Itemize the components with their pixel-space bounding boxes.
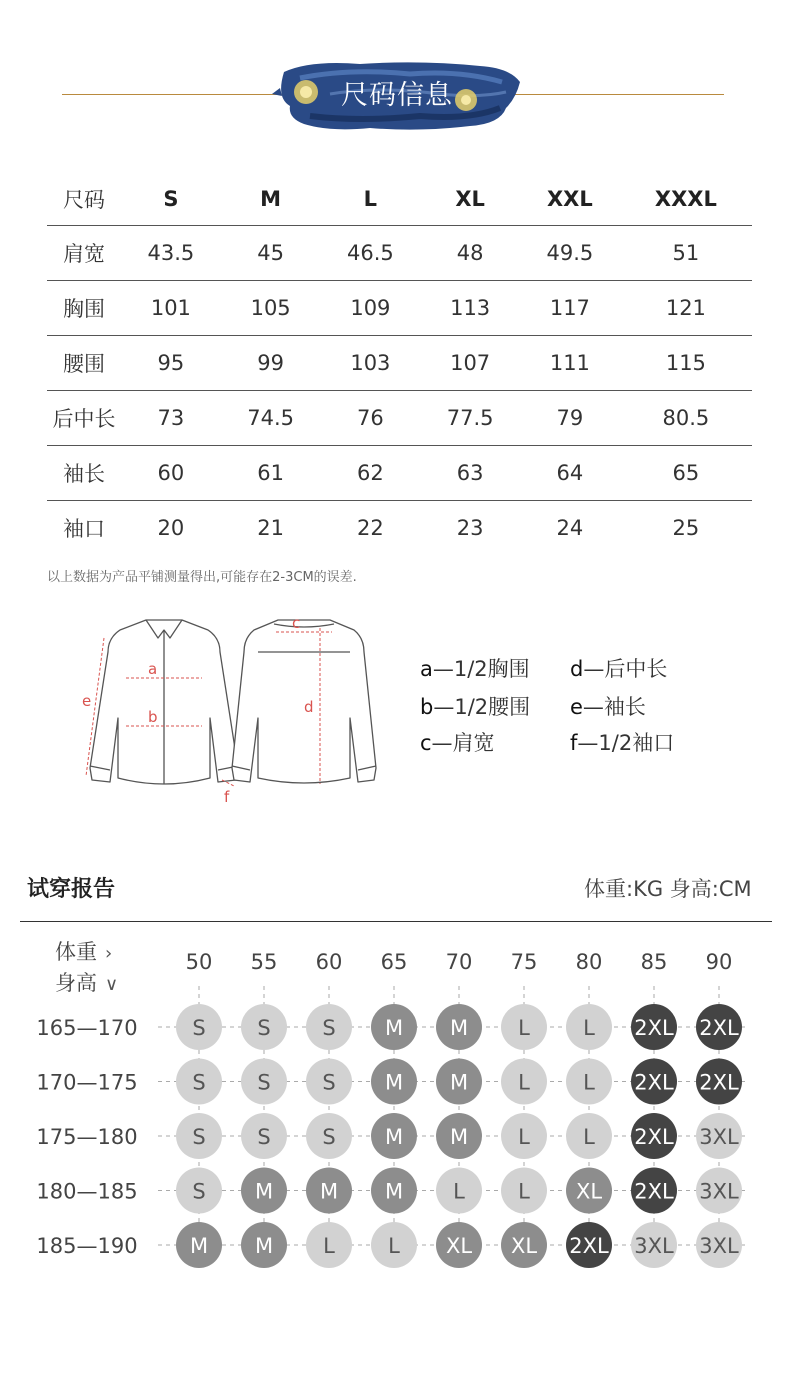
legend-key: e — [570, 695, 583, 719]
size-recommendation-label: M — [384, 1016, 404, 1040]
size-table — [47, 172, 752, 555]
legend-text: —1/2袖口 — [577, 731, 675, 755]
legend-item — [570, 653, 667, 683]
table-cell: 79 — [556, 406, 584, 430]
size-recommendation-label: 2XL — [634, 1016, 674, 1040]
size-recommendation-label: S — [257, 1125, 271, 1149]
table-cell: 111 — [549, 351, 590, 375]
size-recommendation-label: L — [518, 1070, 530, 1095]
legend-key: a — [420, 657, 433, 681]
size-recommendation-label: S — [192, 1016, 206, 1040]
diagram-mark-e: e — [82, 692, 92, 710]
legend-key: b — [420, 695, 434, 719]
size-recommendation-label: L — [518, 1179, 530, 1204]
size-recommendation-label: S — [257, 1016, 271, 1040]
table-cell: 48 — [456, 241, 484, 265]
size-header-cell: XXL — [546, 186, 593, 211]
legend-item — [570, 691, 646, 721]
size-recommendation-label: S — [192, 1125, 206, 1149]
size-recommendation-label: M — [384, 1070, 404, 1095]
size-recommendation-label: L — [388, 1234, 400, 1258]
table-cell: 22 — [357, 516, 384, 540]
size-table-header-row — [47, 172, 752, 226]
table-cell: 60 — [157, 461, 185, 485]
diagram-mark-c: c — [292, 614, 301, 632]
size-recommendation-label: 2XL — [569, 1234, 609, 1258]
trial-report-title: 试穿报告 — [27, 877, 116, 902]
legend-text: —后中长 — [583, 657, 668, 681]
diagram-mark-d: d — [304, 698, 314, 716]
weight-header: 85 — [640, 950, 668, 974]
legend-key: d — [570, 657, 584, 681]
page-title: 尺码信息 — [341, 80, 453, 111]
size-recommendation-label: S — [322, 1016, 336, 1040]
weight-header: 60 — [315, 950, 343, 974]
table-cell: 23 — [456, 516, 484, 540]
legend-key: c — [420, 731, 432, 755]
table-cell: 62 — [357, 461, 384, 485]
table-cell: 25 — [672, 516, 700, 540]
table-cell: 65 — [672, 461, 700, 485]
chevron-right-icon: › — [105, 943, 113, 964]
size-recommendation-label: 3XL — [699, 1125, 739, 1149]
size-recommendation-label: XL — [445, 1234, 473, 1258]
legend-item — [420, 653, 530, 683]
height-label-text: 身高 — [55, 971, 97, 995]
row-label: 腰围 — [63, 352, 105, 376]
table-cell: 73 — [157, 406, 185, 430]
table-row — [47, 336, 752, 391]
table-cell: 95 — [157, 351, 185, 375]
size-recommendation-label: XL — [510, 1234, 538, 1258]
size-recommendation-label: L — [453, 1179, 465, 1204]
table-cell: 51 — [672, 241, 700, 265]
legend-item — [570, 727, 674, 757]
size-recommendation-label: S — [322, 1070, 336, 1095]
shirt-measurement-diagram — [74, 608, 394, 808]
table-cell: 63 — [456, 461, 484, 485]
size-recommendation-label: L — [583, 1070, 595, 1095]
size-header-cell: XL — [455, 186, 485, 211]
size-recommendation-label: S — [192, 1070, 206, 1095]
table-cell: 76 — [357, 406, 384, 430]
size-recommendation-label: M — [384, 1179, 404, 1204]
size-header-cell: M — [260, 186, 282, 211]
table-cell: 61 — [257, 461, 284, 485]
legend-text: —肩宽 — [431, 731, 495, 755]
height-row-label: 175—180 — [36, 1125, 138, 1149]
table-cell: 43.5 — [147, 241, 195, 265]
size-header-cell: L — [363, 186, 378, 211]
diagram-mark-a: a — [148, 660, 158, 678]
size-recommendation-label: L — [583, 1125, 595, 1149]
table-cell: 74.5 — [247, 406, 294, 430]
height-row-label: 165—170 — [36, 1016, 138, 1040]
trial-units: 体重:KG 身高:CM — [584, 877, 752, 901]
weight-header: 70 — [445, 950, 473, 974]
table-cell: 20 — [157, 516, 185, 540]
row-label: 胸围 — [63, 297, 105, 321]
legend-text: —1/2腰围 — [433, 695, 531, 719]
size-recommendation-label: S — [192, 1179, 206, 1204]
size-header-cell: S — [163, 186, 179, 211]
table-cell: 115 — [665, 351, 706, 375]
table-cell: 64 — [556, 461, 584, 485]
table-cell: 49.5 — [546, 241, 594, 265]
weight-header: 65 — [380, 950, 408, 974]
size-table-header-label: 尺码 — [63, 187, 105, 212]
size-recommendation-label: 2XL — [634, 1070, 674, 1095]
size-recommendation-label: L — [518, 1016, 530, 1040]
row-label: 袖口 — [63, 517, 105, 541]
table-cell: 117 — [549, 296, 590, 320]
table-cell: 121 — [665, 296, 706, 320]
table-cell: 46.5 — [346, 241, 394, 265]
size-recommendation-label: M — [189, 1234, 209, 1258]
size-recommendation-label: 2XL — [699, 1016, 739, 1040]
size-recommendation-label: 3XL — [699, 1234, 739, 1258]
table-row — [47, 226, 752, 281]
table-cell: 107 — [450, 351, 491, 375]
size-recommendation-label: 2XL — [699, 1070, 739, 1095]
size-recommendation-label: L — [518, 1125, 530, 1149]
row-label: 后中长 — [52, 407, 116, 431]
size-recommendation-label: M — [449, 1070, 469, 1095]
size-recommendation-label: 3XL — [699, 1179, 739, 1204]
size-recommendation-label: 2XL — [634, 1125, 674, 1149]
size-recommendation-label: M — [449, 1016, 469, 1040]
table-row — [47, 446, 752, 501]
size-recommendation-label: 2XL — [634, 1179, 674, 1204]
table-cell: 109 — [350, 296, 391, 320]
chevron-down-icon: ∨ — [105, 974, 119, 995]
header-divider-left — [62, 94, 284, 95]
table-cell: 24 — [556, 516, 584, 540]
size-recommendation-label: S — [322, 1125, 336, 1149]
trial-divider — [20, 921, 772, 922]
table-cell: 101 — [150, 296, 191, 320]
size-recommendation-label: M — [384, 1125, 404, 1149]
size-recommendation-label: 3XL — [634, 1234, 674, 1258]
row-label: 肩宽 — [63, 242, 105, 266]
diagram-mark-f: f — [224, 788, 230, 806]
height-row-label: 185—190 — [36, 1234, 138, 1258]
table-cell: 103 — [350, 351, 391, 375]
size-recommendation-label: L — [323, 1234, 335, 1258]
table-cell: 99 — [257, 351, 284, 375]
size-recommendation-label: S — [257, 1070, 271, 1095]
legend-text: —袖长 — [582, 695, 646, 719]
table-cell: 113 — [450, 296, 491, 320]
size-header-cell: XXXL — [654, 186, 717, 211]
table-row — [47, 501, 752, 556]
legend-text: —1/2胸围 — [432, 657, 530, 681]
height-row-label: 170—175 — [36, 1070, 138, 1095]
weight-header: 80 — [575, 950, 603, 974]
legend-item — [420, 727, 495, 757]
size-recommendation-label: M — [449, 1125, 469, 1149]
size-recommendation-label: L — [583, 1016, 595, 1040]
header-divider-right — [508, 94, 724, 95]
table-cell: 105 — [250, 296, 291, 320]
weight-label-text: 体重 — [55, 940, 97, 964]
row-label: 袖长 — [63, 462, 105, 486]
measurement-note: 以上数据为产品平铺测量得出,可能存在2-3CM的误差. — [47, 570, 357, 585]
table-cell: 80.5 — [662, 406, 710, 430]
weight-header: 90 — [705, 950, 733, 974]
diagram-mark-b: b — [148, 708, 158, 726]
size-recommendation-label: M — [254, 1179, 274, 1204]
legend-key: f — [570, 731, 578, 755]
size-recommendation-label: M — [254, 1234, 274, 1258]
table-cell: 77.5 — [446, 406, 494, 430]
table-cell: 45 — [257, 241, 284, 265]
size-recommendation-label: XL — [575, 1179, 603, 1204]
size-recommendation-label: M — [319, 1179, 339, 1204]
table-row — [47, 281, 752, 336]
weight-header: 55 — [250, 950, 278, 974]
height-row-label: 180—185 — [36, 1179, 138, 1204]
table-row — [47, 391, 752, 446]
weight-header: 50 — [185, 950, 213, 974]
weight-header: 75 — [510, 950, 538, 974]
legend-item — [420, 691, 530, 721]
trial-size-grid — [0, 930, 790, 1290]
table-cell: 21 — [257, 516, 284, 540]
